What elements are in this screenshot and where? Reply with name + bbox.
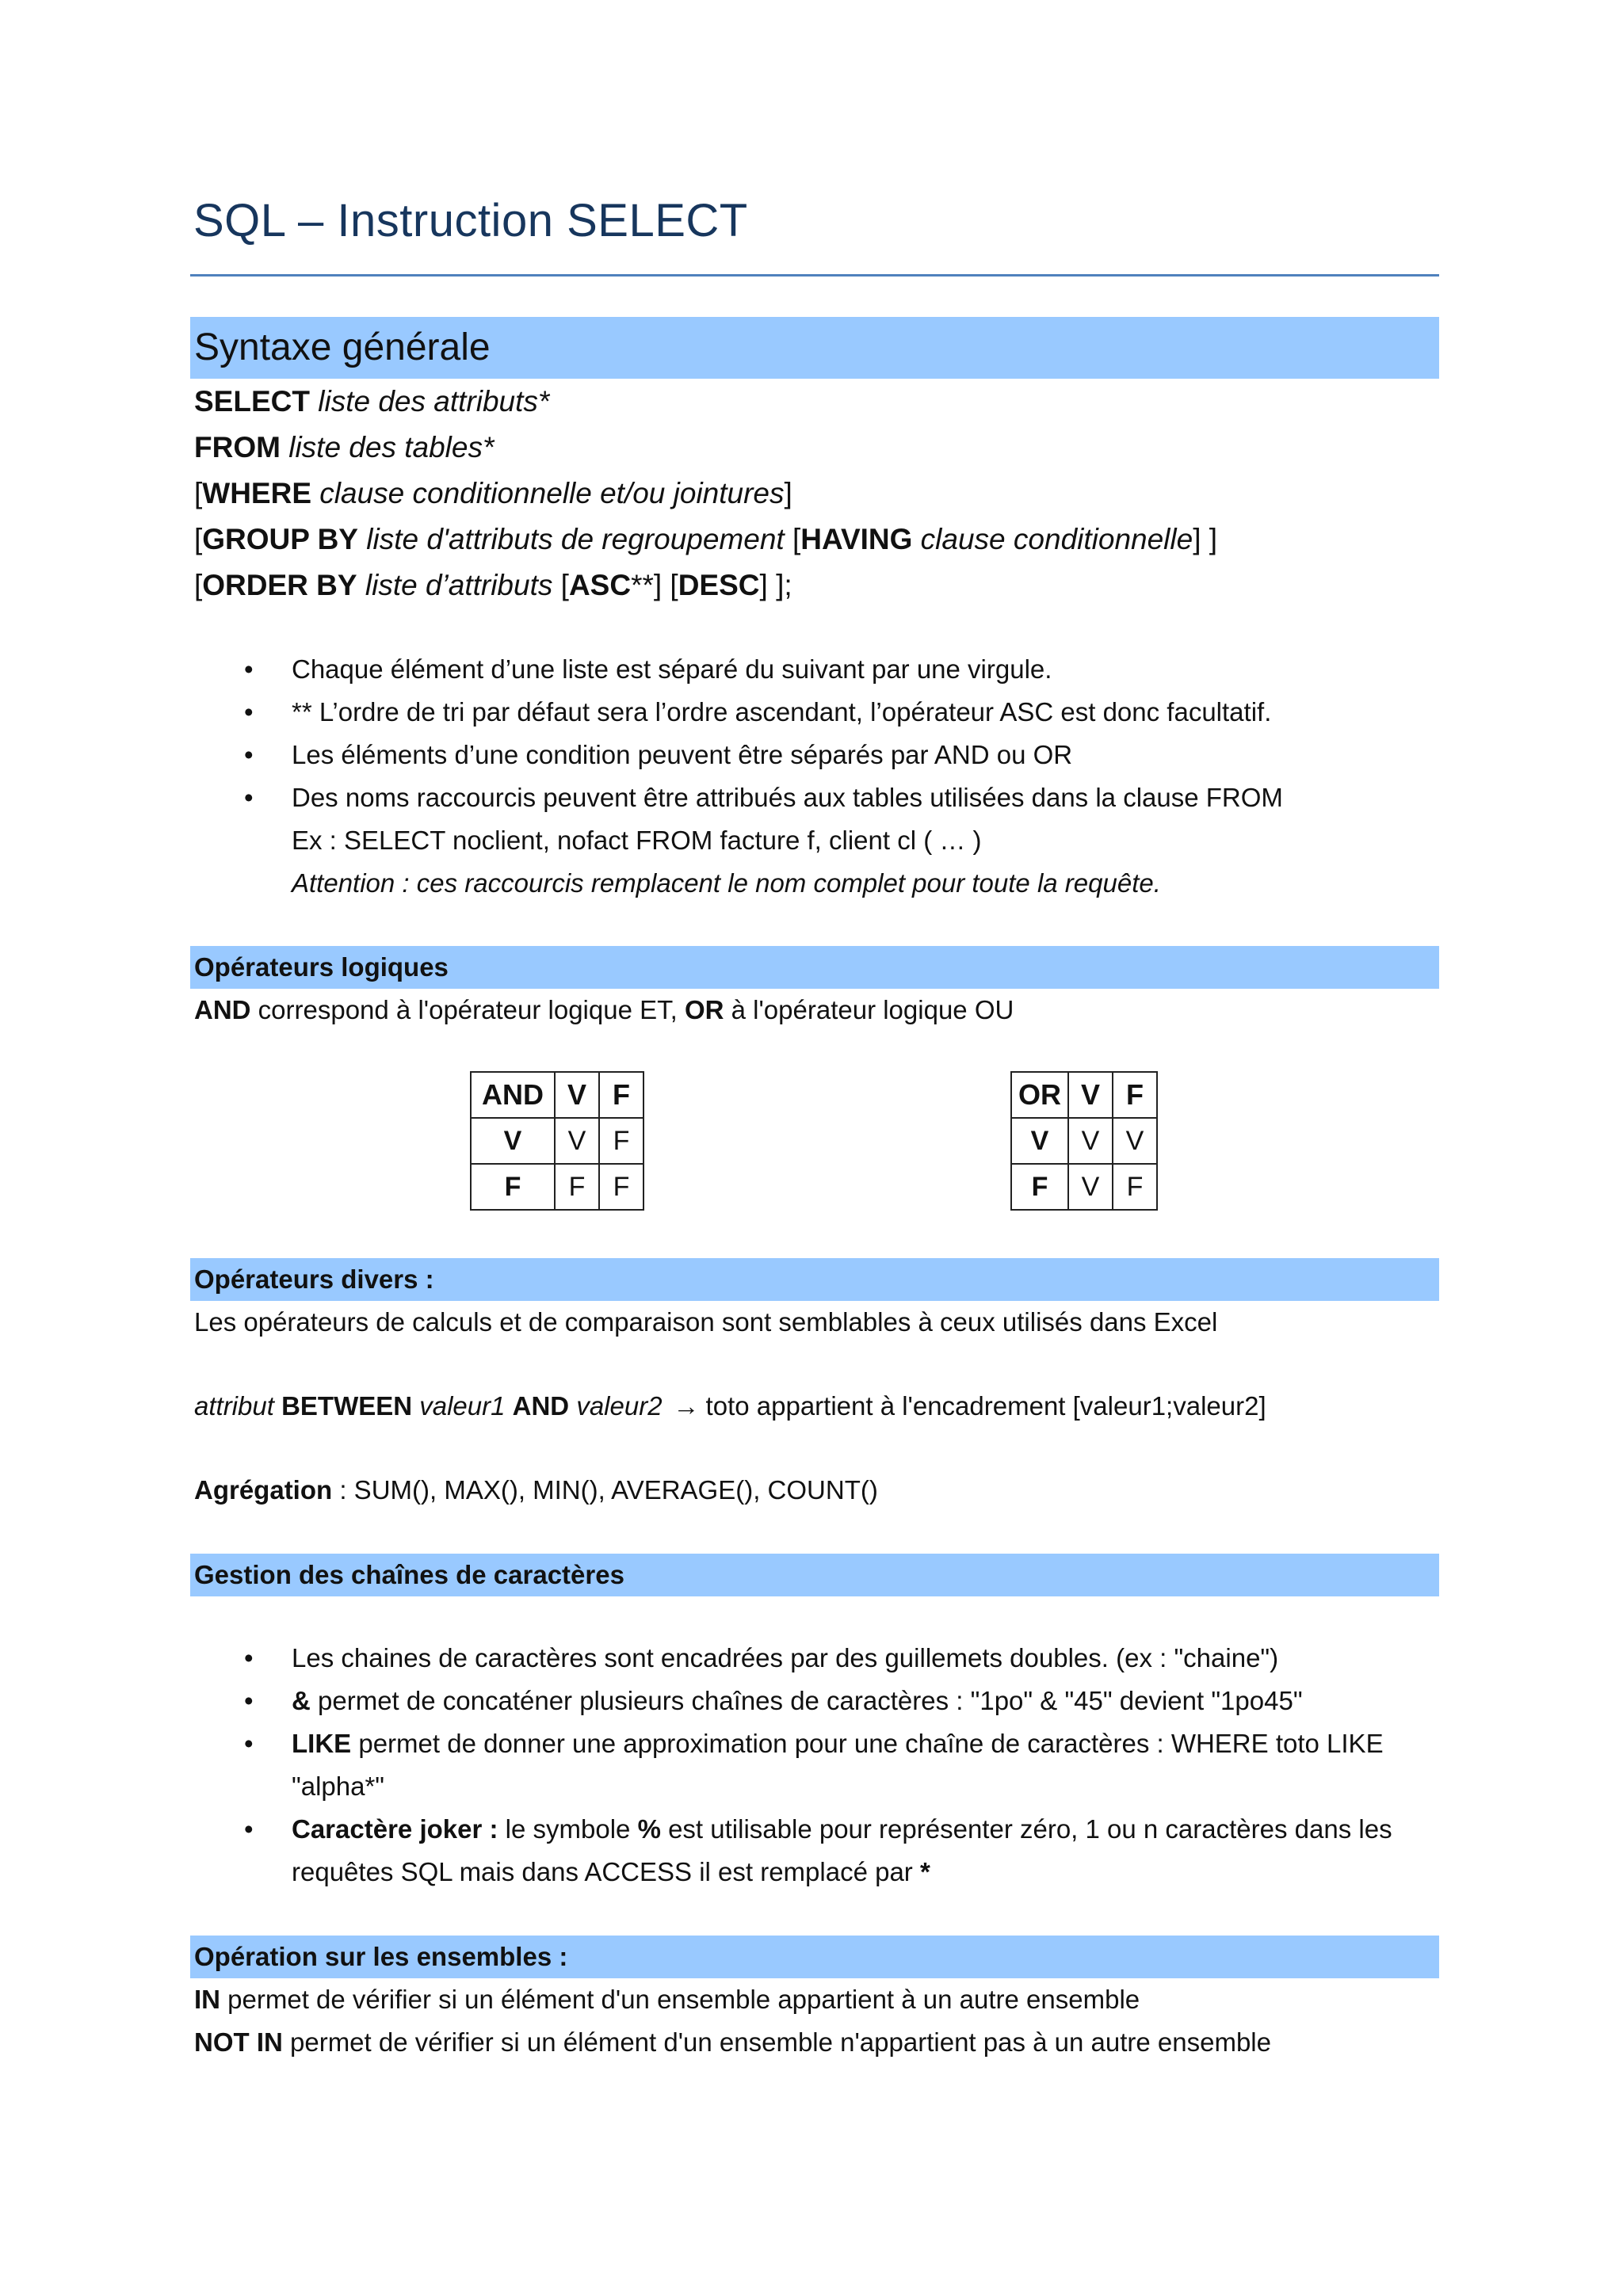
page-title: SQL – Instruction SELECT [193, 195, 748, 246]
table-cell: F [599, 1118, 643, 1164]
bracket: [ [560, 569, 569, 601]
paragraph-text: correspond à l'opérateur logique ET, [250, 995, 685, 1024]
list-item-text: ** L’ordre de tri par défaut sera l’ordre ascendant, l’opérateur ASC est donc facultatif. [292, 697, 1272, 727]
list-item-text: permet de concaténer plusieurs chaînes de caractères : "1po" & "45" devient "1po45" [310, 1686, 1303, 1715]
list-item-note: Attention : ces raccourcis remplacent le nom complet pour toute la requête. [292, 868, 1161, 898]
syntax-text: valeur1 [419, 1391, 506, 1421]
bracket: [ [792, 523, 801, 555]
table-cell: V [555, 1118, 599, 1164]
list-item-text: "alpha*" [292, 1772, 385, 1801]
table-row [1011, 1118, 1157, 1164]
and-truth-table [470, 1071, 644, 1211]
bracket: [ [194, 569, 203, 601]
table-cell: AND [471, 1072, 555, 1118]
paragraph-text: permet de vérifier si un élément d'un ensemble appartient à un autre ensemble [220, 1985, 1140, 2014]
paragraph-text: permet de vérifier si un élément d'un ensemble n'appartient pas à un autre ensemble [282, 2027, 1271, 2057]
section-heading-syntax: Syntaxe générale [190, 317, 1439, 379]
list-item-text: Des noms raccourcis peuvent être attribués aux tables utilisées dans la clause FROM [292, 783, 1283, 812]
bullet-icon: • [244, 740, 254, 769]
list-item-text: Chaque élément d’une liste est séparé du suivant par une virgule. [292, 654, 1052, 684]
table-cell: F [599, 1072, 643, 1118]
in-line [194, 1978, 1140, 2021]
strings-bullet-list [190, 1637, 1439, 1894]
list-item-text: requêtes SQL mais dans ACCESS il est remplacé par [292, 1857, 920, 1886]
bracket: **] [ [631, 569, 678, 601]
bracket: ] [784, 477, 792, 509]
keyword-from: FROM [194, 431, 281, 463]
right-arrow-icon: → [673, 1391, 700, 1421]
table-cell: F [471, 1164, 555, 1210]
list-item [190, 1722, 1439, 1808]
table-row [1011, 1072, 1157, 1118]
section-heading-logic: Opérateurs logiques [190, 946, 1439, 989]
bullet-icon: • [244, 1814, 254, 1844]
keyword-and: AND [512, 1391, 570, 1421]
keyword-desc: DESC [678, 569, 760, 601]
table-row [471, 1072, 643, 1118]
keyword-joker: Caractère joker : [292, 1814, 498, 1844]
aggregation-line [194, 1469, 878, 1512]
syntax-text: valeur2 [576, 1391, 663, 1421]
paragraph-text: à l'opérateur logique OU [724, 995, 1014, 1024]
not-in-line [194, 2021, 1271, 2064]
bullet-icon: • [244, 654, 254, 684]
keyword-ampersand: & [292, 1686, 311, 1715]
list-item [190, 1680, 1439, 1722]
paragraph-text: : SUM(), MAX(), MIN(), AVERAGE(), COUNT() [332, 1475, 878, 1505]
syntax-text: liste d'attributs de regroupement [357, 523, 792, 555]
list-item-text: permet de donner une approximation pour une chaîne de caractères : WHERE toto LIKE [351, 1729, 1384, 1758]
keyword-between: BETWEEN [281, 1391, 413, 1421]
list-item [190, 1808, 1439, 1894]
keyword-asc: ASC [568, 569, 632, 601]
keyword-percent: % [637, 1814, 661, 1844]
table-cell: V [1068, 1164, 1113, 1210]
syntax-text: liste d’attributs [357, 569, 561, 601]
table-cell: V [1068, 1118, 1113, 1164]
table-row [471, 1164, 643, 1210]
syntax-bullet-list [190, 648, 1439, 905]
paragraph-text: toto appartient à l'encadrement [valeur1;valeur2] [705, 1391, 1266, 1421]
logic-description [194, 989, 1014, 1032]
keyword-group-by: GROUP BY [202, 523, 358, 555]
section-heading-sets: Opération sur les ensembles : [190, 1936, 1439, 1978]
table-cell: F [555, 1164, 599, 1210]
table-cell: V [1011, 1118, 1068, 1164]
syntax-line-order-by [194, 563, 792, 608]
table-cell: F [599, 1164, 643, 1210]
section-heading-strings: Gestion des chaînes de caractères [190, 1554, 1439, 1596]
table-cell: V [471, 1118, 555, 1164]
bracket: ] ] [1193, 523, 1218, 555]
table-row [1011, 1164, 1157, 1210]
syntax-text: clause conditionnelle [912, 523, 1193, 555]
syntax-text: attribut [194, 1391, 274, 1421]
list-item [190, 776, 1439, 905]
keyword-select: SELECT [194, 385, 310, 418]
syntax-text: clause conditionnelle et/ou jointures [311, 477, 785, 509]
list-item [190, 648, 1439, 691]
table-row [471, 1118, 643, 1164]
between-line [194, 1385, 1266, 1428]
aggregation-label: Agrégation [194, 1475, 333, 1505]
keyword-star: * [919, 1857, 930, 1886]
syntax-line-group-by [194, 517, 1217, 563]
syntax-text: liste des tables* [280, 431, 495, 463]
keyword-like: LIKE [292, 1729, 352, 1758]
keyword-in: IN [194, 1985, 220, 2014]
list-item [190, 691, 1439, 734]
bullet-icon: • [244, 1729, 254, 1758]
list-item-example: Ex : SELECT noclient, nofact FROM facture f, client cl ( … ) [292, 826, 982, 855]
syntax-text: liste des attributs* [309, 385, 550, 418]
table-cell: F [1113, 1164, 1157, 1210]
bullet-icon: • [244, 783, 254, 812]
table-cell: F [1011, 1164, 1068, 1210]
bracket: [ [194, 523, 203, 555]
syntax-line-from [194, 425, 494, 471]
keyword-where: WHERE [202, 477, 312, 509]
list-item [190, 734, 1439, 776]
list-item-text: Les éléments d’une condition peuvent être séparés par AND ou OR [292, 740, 1073, 769]
list-item-text: le symbole [498, 1814, 638, 1844]
syntax-line-where [194, 471, 792, 517]
list-item [190, 1637, 1439, 1680]
bullet-icon: • [244, 1686, 254, 1715]
list-item-text: est utilisable pour représenter zéro, 1 ou n caractères dans les [660, 1814, 1392, 1844]
table-cell: OR [1011, 1072, 1068, 1118]
list-item-text: Les chaines de caractères sont encadrées par des guillemets doubles. (ex : "chaine") [292, 1643, 1279, 1672]
bracket: ] ]; [759, 569, 792, 601]
title-underline [190, 274, 1439, 277]
keyword-order-by: ORDER BY [202, 569, 357, 601]
keyword-and: AND [194, 995, 251, 1024]
keyword-or: OR [684, 995, 724, 1024]
bullet-icon: • [244, 697, 254, 727]
table-cell: F [1113, 1072, 1157, 1118]
table-cell: V [555, 1072, 599, 1118]
syntax-line-select [194, 379, 549, 425]
table-cell: V [1068, 1072, 1113, 1118]
or-truth-table [1010, 1071, 1158, 1211]
keyword-not-in: NOT IN [194, 2027, 283, 2057]
section-heading-misc-operators: Opérateurs divers : [190, 1258, 1439, 1301]
table-cell: V [1113, 1118, 1157, 1164]
list-item-continuation [292, 1851, 1439, 1894]
bracket: [ [194, 477, 203, 509]
bullet-icon: • [244, 1643, 254, 1672]
keyword-having: HAVING [800, 523, 913, 555]
misc-operators-line: Les opérateurs de calculs et de comparaison sont semblables à ceux utilisés dans Excel [194, 1307, 1218, 1337]
